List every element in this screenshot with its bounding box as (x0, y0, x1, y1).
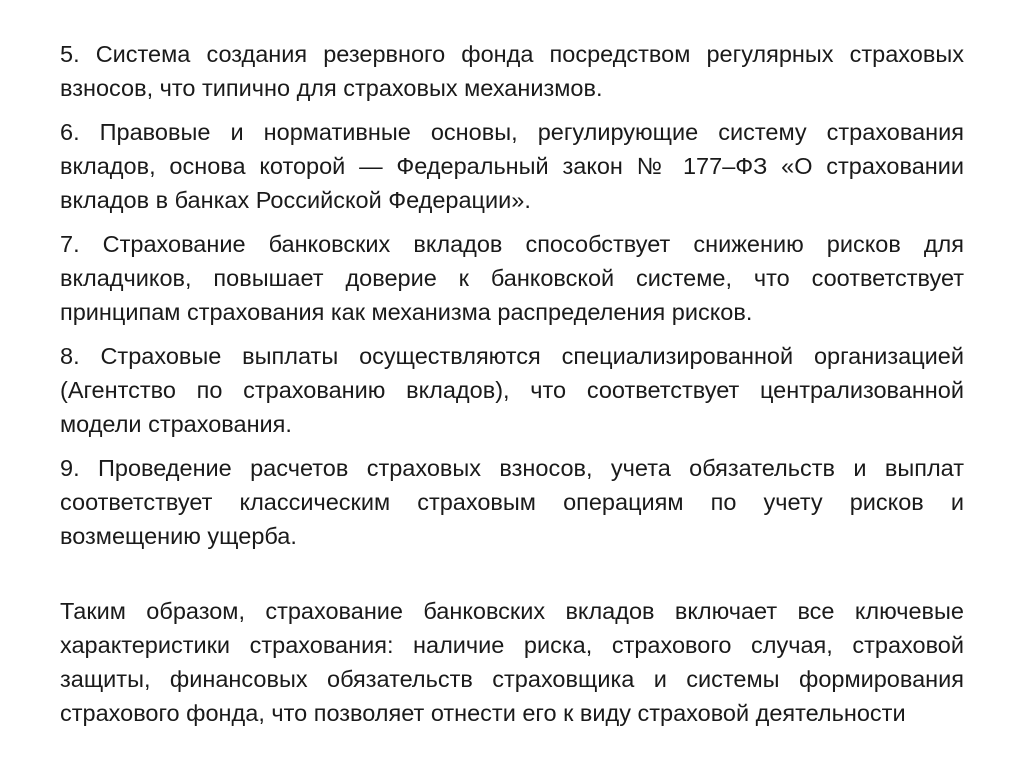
conclusion-paragraph: Таким образом, страхование банковских вкладов включает все ключевые характеристики страхования: наличие риска, страхового случая, страховой защиты, финансовых обязательств страховщика и системы формирования страхового фонда, что позволяет отнести его к виду страховой деятельности (60, 598, 964, 726)
list-item-9: 9. Проведение расчетов страховых взносов, учета обязательств и выплат соответствует классическим страховым операциям по учету рисков и возмещению ущерба. (60, 455, 964, 549)
list-item-6: 6. Правовые и нормативные основы, регулирующие систему страхования вкладов, основа которой — Федеральный закон № 177–ФЗ «О страховании вкладов в банках Российской Федерации». (60, 119, 964, 213)
list-item-7: 7. Страхование банковских вкладов способствует снижению рисков для вкладчиков, повышает доверие к банковской системе, что соответствует принципам страхования как механизма распределения рисков. (60, 231, 964, 325)
list-item-5: 5. Система создания резервного фонда посредством регулярных страховых взносов, что типично для страховых механизмов. (60, 41, 964, 101)
slide-body (60, 37, 964, 740)
list-item-8: 8. Страховые выплаты осуществляются специализированной организацией (Агентство по страхованию вкладов), что соответствует централизованной модели страхования. (60, 343, 964, 437)
